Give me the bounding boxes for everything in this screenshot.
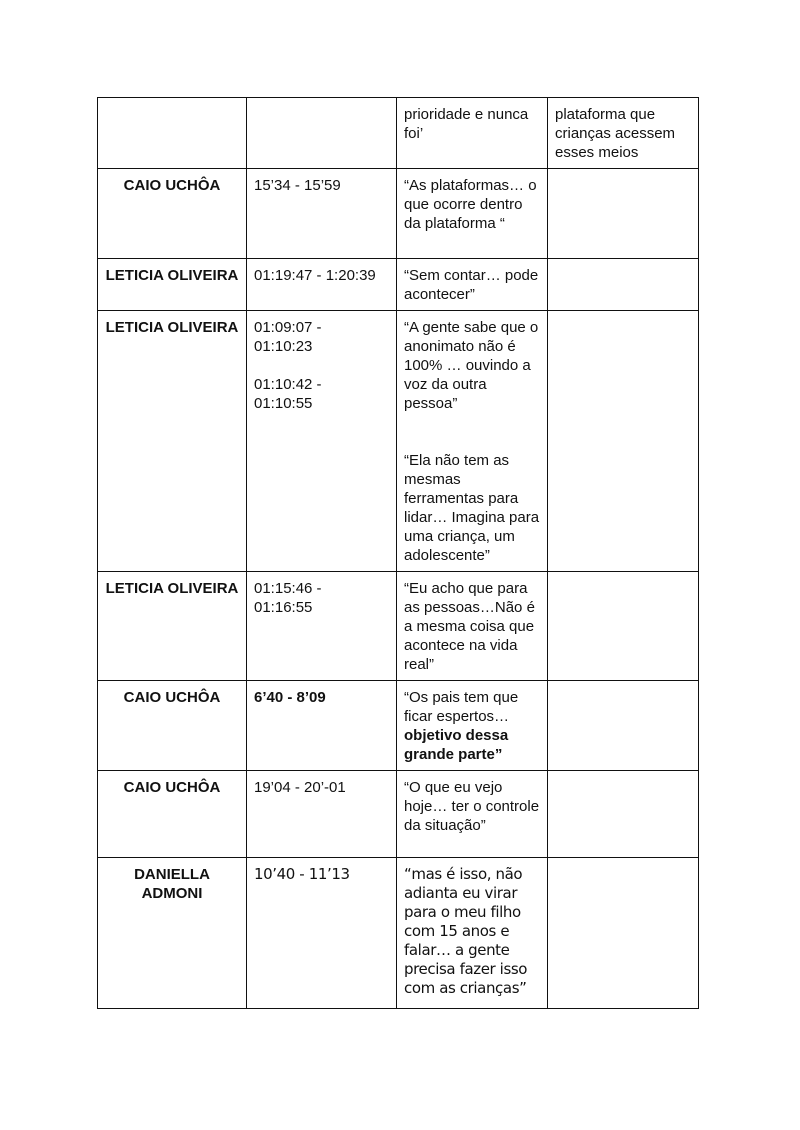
- speaker-cell: CAIO UCHÔA: [98, 169, 247, 259]
- speaker-cell: LETICIA OLIVEIRA: [98, 572, 247, 681]
- quote-text: “Ela não tem as mesmas ferramentas para lidar… Imagina para uma criança, um adolescente”: [404, 452, 540, 564]
- quote-text: “Eu acho que para as pessoas…Não é a mesma coisa que acontece na vida real”: [404, 580, 535, 673]
- timestamp-cell: [247, 169, 397, 259]
- quote-text: “A gente sabe que o anonimato não é 100% … ouvindo a voz da outra pessoa”: [404, 319, 539, 412]
- table-row: [98, 311, 699, 572]
- notes-cell: plataforma que crianças acessem esses meios: [548, 98, 699, 169]
- spacer: [254, 356, 389, 375]
- quote-text: “Sem contar… pode acontecer”: [404, 267, 539, 303]
- timestamp-text: 01:10:42 - 01:10:55: [254, 376, 322, 412]
- timestamp-text: 01:15:46 - 01:16:55: [254, 580, 322, 616]
- timestamp-cell: [247, 98, 397, 169]
- quote-text: prioridade e nunca foi’: [404, 106, 529, 142]
- quote-cell: [397, 572, 548, 681]
- quote-text: “mas é isso, não adianta eu virar para o meu filho com 15 anos e falar… a gente precisa fazer isso com as crianças”: [404, 865, 528, 997]
- speaker-cell: DANIELLA ADMONI: [98, 858, 247, 1009]
- timestamp-cell: [247, 311, 397, 572]
- quote-cell: [397, 98, 548, 169]
- speaker-cell: LETICIA OLIVEIRA: [98, 311, 247, 572]
- timestamp-text: 6’40 - 8’09: [254, 689, 326, 706]
- quote-cell: [397, 169, 548, 259]
- quote-text: “Os pais tem que ficar espertos…: [404, 689, 519, 725]
- timestamp-text: 15’34 - 15’59: [254, 177, 341, 194]
- timestamp-cell: [247, 858, 397, 1009]
- notes-cell: [548, 681, 699, 771]
- quote-cell: [397, 771, 548, 858]
- table-row: [98, 681, 699, 771]
- speaker-cell: CAIO UCHÔA: [98, 771, 247, 858]
- timestamp-text: 01:09:07 - 01:10:23: [254, 319, 322, 355]
- quote-text: “As plataformas… o que ocorre dentro da plataforma “: [404, 177, 537, 232]
- timestamp-cell: [247, 771, 397, 858]
- spacer: [404, 413, 540, 451]
- notes-cell: [548, 572, 699, 681]
- quote-cell: [397, 858, 548, 1009]
- speaker-cell: [98, 98, 247, 169]
- timestamp-cell: [247, 681, 397, 771]
- table-row: [98, 771, 699, 858]
- table-row: [98, 572, 699, 681]
- speaker-cell: CAIO UCHÔA: [98, 681, 247, 771]
- timestamp-text: 01:19:47 - 1:20:39: [254, 267, 376, 284]
- quotes-table: [97, 97, 699, 1009]
- notes-cell: [548, 311, 699, 572]
- timestamp-cell: [247, 259, 397, 311]
- timestamp-text: 19’04 - 20’-01: [254, 779, 346, 796]
- notes-cell: [548, 771, 699, 858]
- quote-cell: [397, 681, 548, 771]
- timestamp-text: 10’40 - 11’13: [254, 865, 350, 883]
- table-row: [98, 169, 699, 259]
- table-row: [98, 98, 699, 169]
- notes-cell: [548, 858, 699, 1009]
- quote-text: “O que eu vejo hoje… ter o controle da situação”: [404, 779, 540, 834]
- speaker-cell: LETICIA OLIVEIRA: [98, 259, 247, 311]
- notes-cell: [548, 259, 699, 311]
- table-row: [98, 858, 699, 1009]
- quote-cell: [397, 311, 548, 572]
- notes-cell: [548, 169, 699, 259]
- quote-cell: [397, 259, 548, 311]
- timestamp-cell: [247, 572, 397, 681]
- quote-text-bold: objetivo dessa grande parte”: [404, 727, 509, 763]
- table-row: [98, 259, 699, 311]
